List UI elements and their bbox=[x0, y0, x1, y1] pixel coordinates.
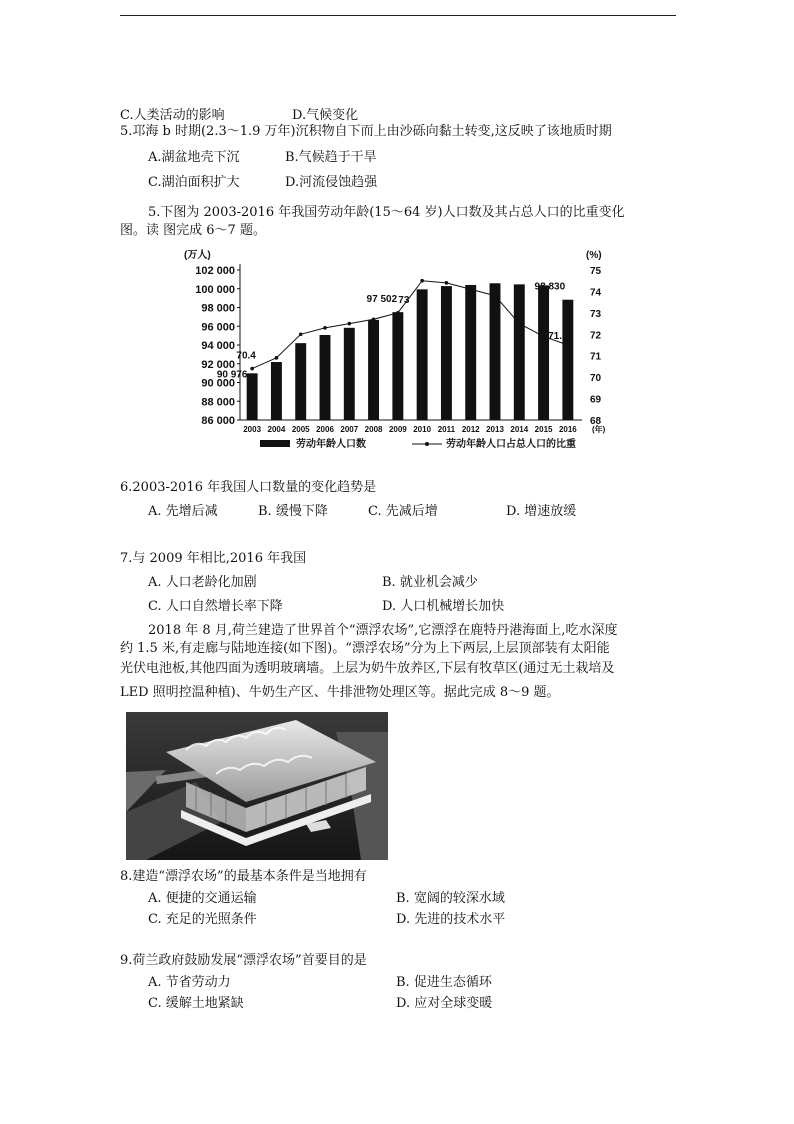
y-tick-label-left: 102 000 bbox=[195, 265, 235, 277]
q7-option-d: D. 人口机械增长加快 bbox=[382, 599, 505, 614]
bar bbox=[441, 286, 452, 420]
y-tick-label-left: 100 000 bbox=[195, 283, 235, 296]
y-tick-label-right: 73 bbox=[590, 308, 602, 320]
q6-option-b: B. 缓慢下降 bbox=[258, 504, 328, 519]
bar bbox=[417, 289, 428, 420]
data-label: 90 976 bbox=[216, 369, 248, 381]
y-tick-label-left: 92 000 bbox=[201, 358, 235, 371]
x-tick-label: 2003 bbox=[243, 425, 262, 434]
bar bbox=[538, 285, 549, 420]
x-tick-label: 2004 bbox=[267, 425, 286, 434]
ratio-point bbox=[347, 322, 351, 326]
intro-89-line3: 光伏电池板,其他四面为透明玻璃墙。上层为奶牛放养区,下层有牧草区(通过无土栽培及 bbox=[120, 661, 615, 676]
data-label: 70.4 bbox=[236, 350, 256, 362]
bar bbox=[465, 285, 476, 420]
bar bbox=[295, 343, 306, 420]
y-tick-label-right: 70 bbox=[590, 373, 602, 385]
data-label: 97 502 bbox=[366, 294, 398, 306]
q6-option-c: C. 先减后增 bbox=[368, 504, 438, 519]
bar bbox=[562, 300, 573, 420]
x-tick-label: 2012 bbox=[461, 425, 480, 434]
ratio-point bbox=[396, 311, 400, 315]
q6-option-a: A. 先增后减 bbox=[148, 504, 218, 519]
ratio-point bbox=[469, 287, 473, 291]
x-tick-label: 2013 bbox=[486, 425, 504, 434]
ratio-point bbox=[250, 367, 254, 371]
bar bbox=[271, 362, 282, 420]
y-tick-label-right: 72 bbox=[590, 330, 602, 342]
ratio-point bbox=[299, 332, 303, 336]
ratio-point bbox=[566, 343, 570, 347]
ratio-point bbox=[323, 326, 327, 330]
q6-stem: 6.2003-2016 年我国人口数量的变化趋势是 bbox=[120, 480, 377, 495]
ratio-point bbox=[445, 281, 449, 285]
legend-bar-swatch bbox=[260, 440, 290, 447]
x-tick-label: 2006 bbox=[316, 425, 334, 434]
bar bbox=[490, 283, 501, 420]
ratio-point bbox=[542, 335, 546, 339]
legend-line-label: 劳动年龄人口占总人口的比重 bbox=[446, 439, 576, 450]
ratio-point bbox=[372, 317, 376, 321]
bar bbox=[247, 373, 258, 420]
q5-option-d: D.河流侵蚀趋强 bbox=[285, 175, 378, 190]
y-tick-label-left: 94 000 bbox=[201, 340, 235, 352]
intro-67-line2: 图。读 图完成 6～7 题。 bbox=[120, 223, 266, 238]
bar bbox=[514, 284, 525, 420]
y-tick-label-right: 68 bbox=[590, 416, 602, 427]
bar bbox=[344, 328, 355, 420]
q8-option-c: C. 充足的光照条件 bbox=[148, 912, 257, 927]
intro-89-line2: 约 1.5 米,有走廊与陆地连接(如下图)。“漂浮农场”分为上下两层,上层顶部装有太阳能 bbox=[120, 641, 610, 656]
q9-option-b: B. 促进生态循环 bbox=[396, 975, 492, 990]
q7-option-c: C. 人口自然增长率下降 bbox=[148, 599, 283, 614]
q9-option-c: C. 缓解土地紧缺 bbox=[148, 996, 244, 1011]
legend-bar-label: 劳动年龄人口数 bbox=[296, 439, 366, 450]
floating-farm-photo bbox=[126, 712, 388, 860]
y-tick-label-left: 96 000 bbox=[201, 321, 235, 334]
q8-stem: 8.建造“漂浮农场”的最基本条件是当地拥有 bbox=[120, 869, 367, 884]
y-tick-label-right: 74 bbox=[590, 287, 602, 299]
y-tick-label-left: 98 000 bbox=[201, 302, 235, 315]
q4-option-d: D.气候变化 bbox=[292, 108, 359, 123]
q5-option-b: B.气候趋于干旱 bbox=[285, 150, 377, 165]
y-tick-label-right: 71 bbox=[590, 351, 602, 363]
q5-stem: 5.邛海 b 时期(2.3～1.9 万年)沉积物自下而上由沙砾向黏土转变,这反映了该地质时期 bbox=[120, 124, 612, 139]
population-chart bbox=[180, 240, 610, 455]
x-tick-label: 2016 bbox=[558, 425, 577, 434]
x-tick-label: 2007 bbox=[340, 425, 359, 434]
y-tick-label-left: 86 000 bbox=[201, 415, 235, 427]
q7-option-a: A. 人口老龄化加剧 bbox=[148, 575, 257, 590]
q9-option-d: D. 应对全球变暖 bbox=[396, 996, 493, 1011]
data-label: 98 830 bbox=[534, 281, 566, 293]
intro-89-line1: 2018 年 8 月,荷兰建造了世界首个“漂浮农场”,它漂浮在鹿特丹港海面上,吃水深度 bbox=[148, 623, 618, 638]
x-tick-label: 2010 bbox=[413, 425, 432, 434]
x-tick-label: 2015 bbox=[534, 425, 553, 434]
y-tick-label-right: 75 bbox=[590, 266, 602, 277]
chart-unit-right: (%) bbox=[586, 250, 602, 261]
legend-line-marker bbox=[425, 442, 429, 446]
y-tick-label-right: 69 bbox=[590, 394, 602, 406]
bar bbox=[368, 320, 379, 420]
y-tick-label-left: 90 000 bbox=[201, 377, 235, 390]
q8-option-a: A. 便捷的交通运输 bbox=[148, 891, 257, 906]
x-tick-label: 2011 bbox=[437, 425, 456, 434]
ratio-point bbox=[517, 322, 521, 326]
y-tick-label-left: 88 000 bbox=[201, 396, 235, 409]
q5-option-c: C.湖泊面积扩大 bbox=[148, 175, 240, 190]
chart-unit-left: (万人) bbox=[184, 250, 211, 261]
x-unit-label: (年) bbox=[592, 425, 606, 434]
q8-option-d: D. 先进的技术水平 bbox=[396, 912, 506, 927]
ratio-point bbox=[493, 294, 497, 298]
x-tick-label: 2009 bbox=[388, 425, 407, 434]
q7-stem: 7.与 2009 年相比,2016 年我国 bbox=[120, 551, 307, 566]
intro-89-line4: LED 照明控温种植)、牛奶生产区、牛排泄物处理区等。据此完成 8～9 题。 bbox=[120, 685, 560, 700]
x-tick-label: 2008 bbox=[364, 425, 383, 434]
data-label: 71.5 bbox=[548, 331, 568, 342]
x-tick-label: 2014 bbox=[510, 425, 529, 434]
q8-option-b: B. 宽阔的较深水域 bbox=[396, 891, 505, 906]
ratio-point bbox=[420, 279, 424, 283]
ratio-point bbox=[275, 356, 279, 360]
intro-67-line1: 5.下图为 2003-2016 年我国劳动年龄(15～64 岁)人口数及其占总人口的比重变化 bbox=[148, 205, 625, 220]
header-rule bbox=[120, 15, 676, 16]
x-tick-label: 2005 bbox=[291, 425, 310, 434]
q9-option-a: A. 节省劳动力 bbox=[148, 975, 231, 990]
q9-stem: 9.荷兰政府鼓励发展“漂浮农场”首要目的是 bbox=[120, 953, 367, 968]
bar bbox=[320, 335, 331, 420]
q7-option-b: B. 就业机会减少 bbox=[382, 575, 478, 590]
bar bbox=[392, 312, 403, 420]
q6-option-d: D. 增速放缓 bbox=[506, 504, 577, 519]
data-label: 73 bbox=[398, 294, 410, 306]
q4-option-c: C.人类活动的影响 bbox=[120, 108, 225, 123]
q5-option-a: A.湖盆地壳下沉 bbox=[148, 150, 240, 165]
